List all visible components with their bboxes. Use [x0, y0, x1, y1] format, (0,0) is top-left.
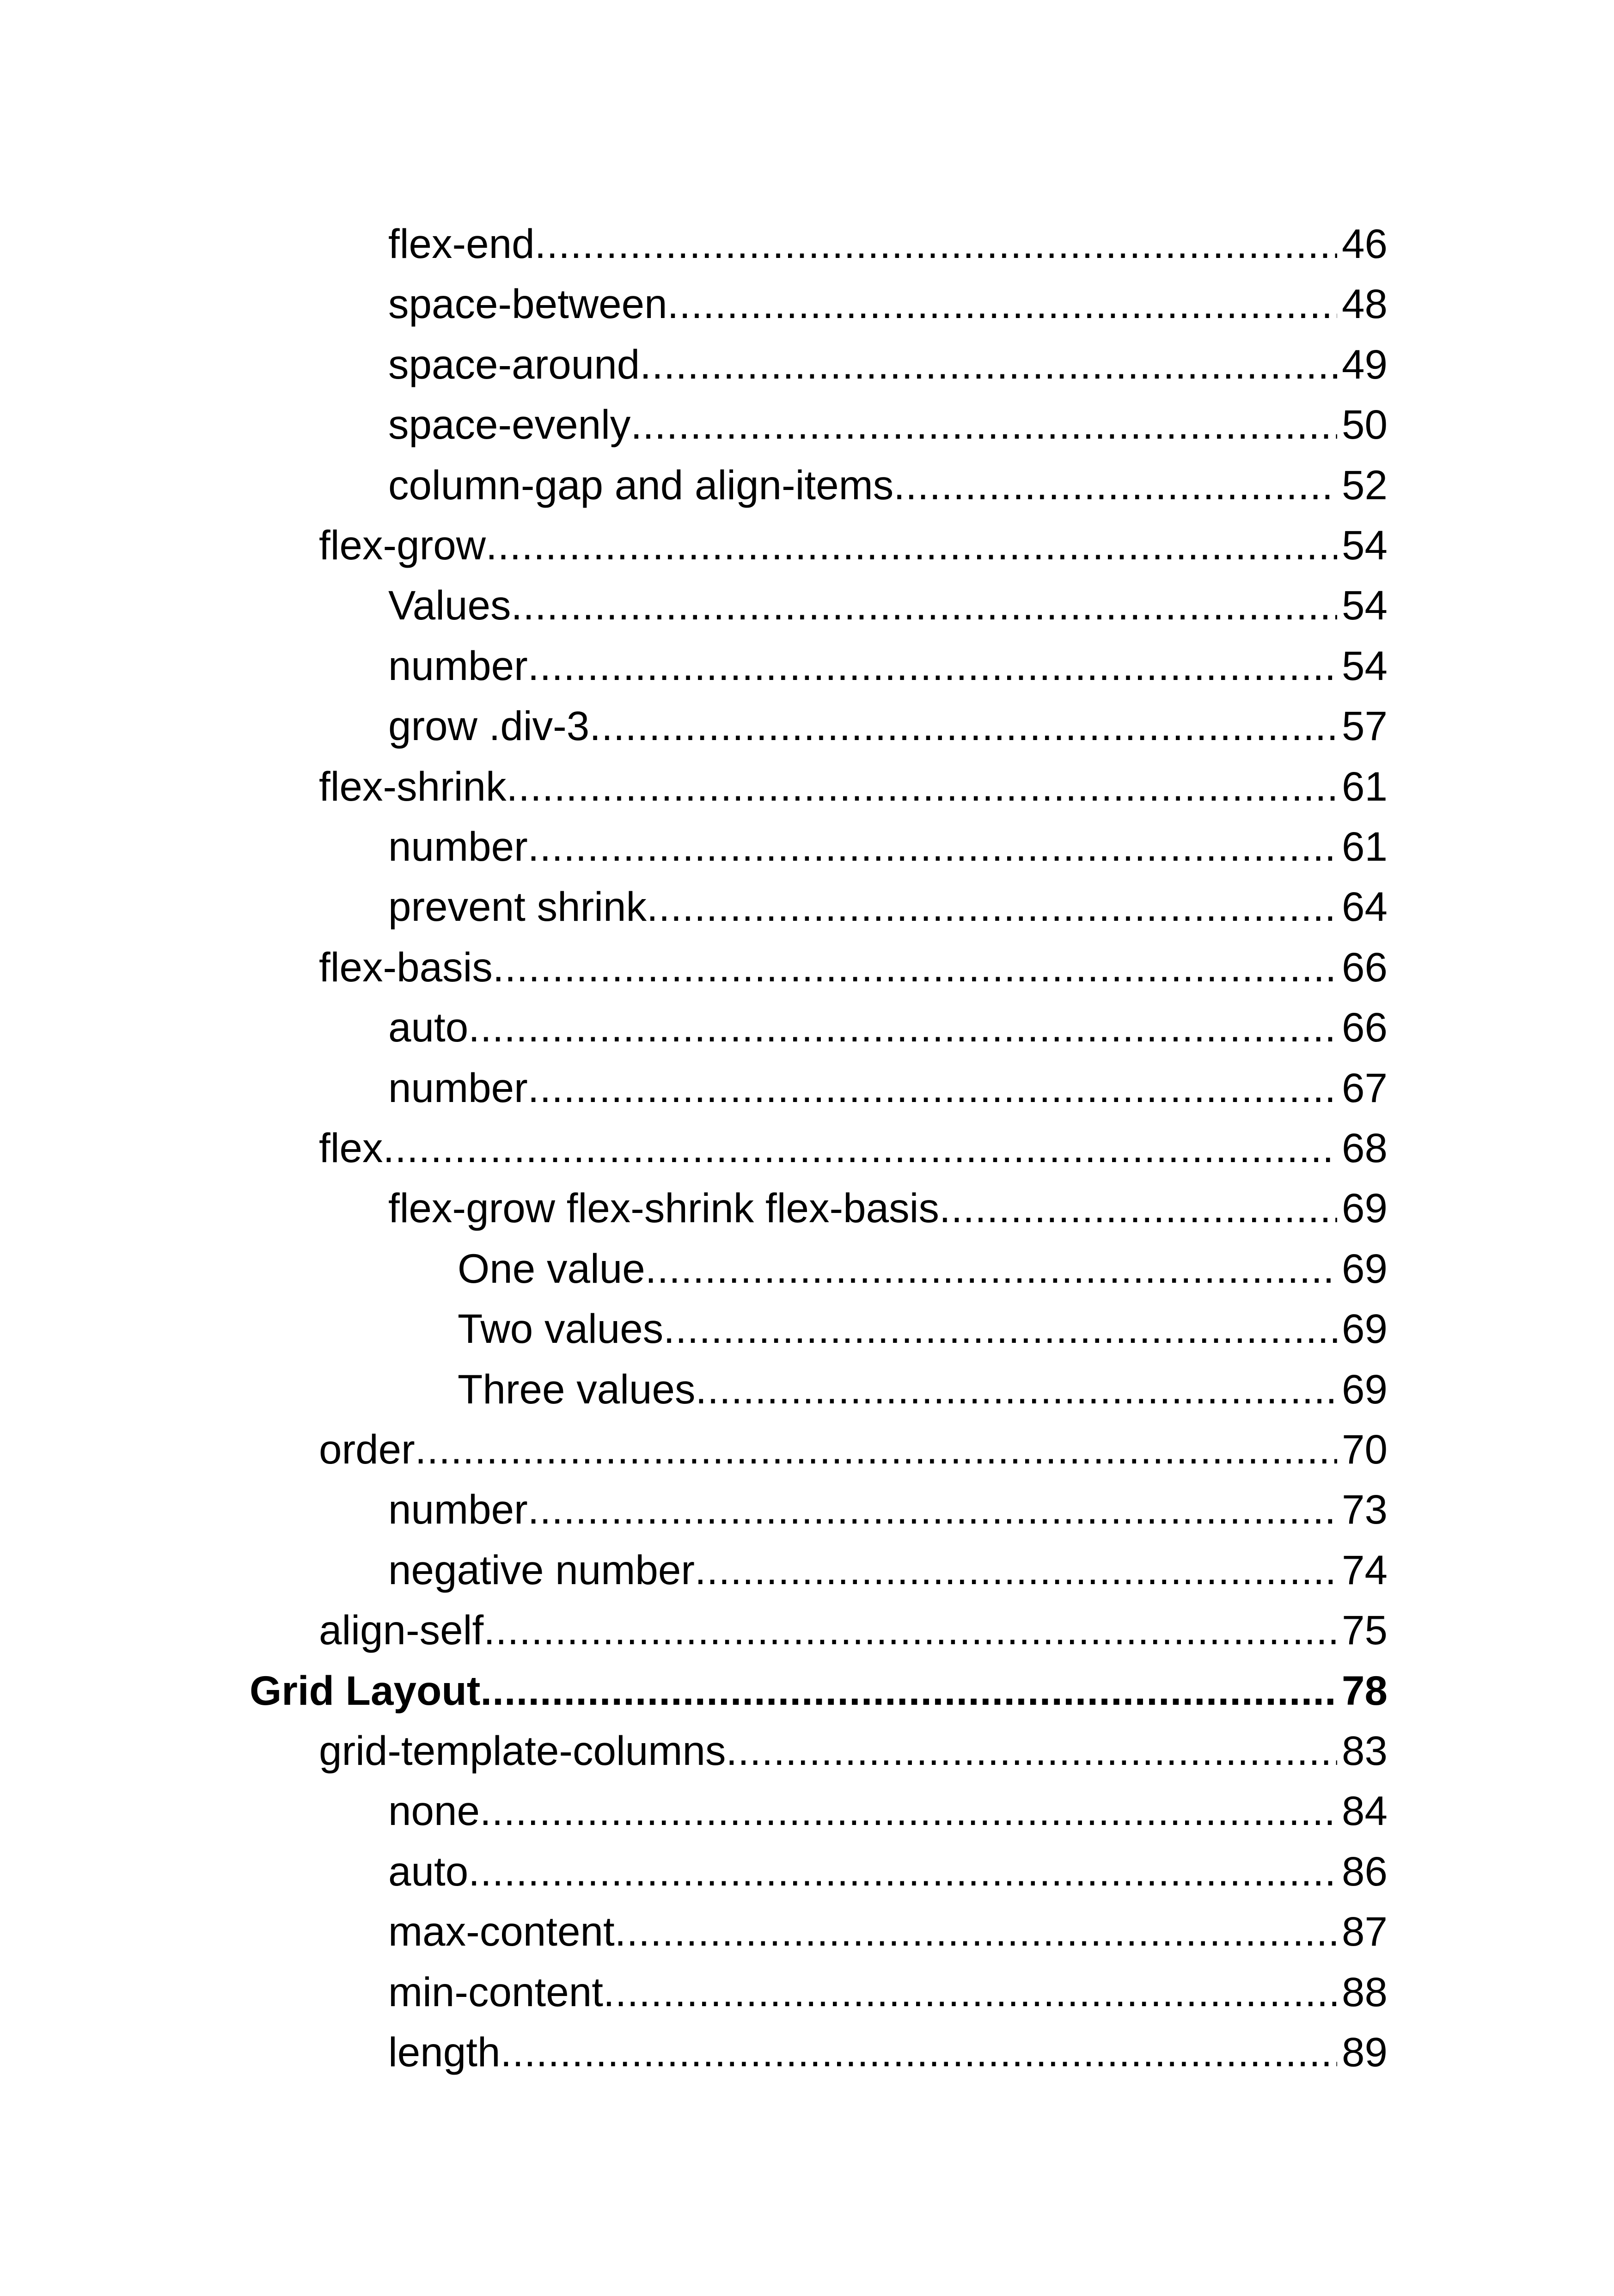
- toc-entry[interactable]: [458, 1298, 1388, 1359]
- toc-entry-label: space-between: [388, 281, 667, 327]
- dot-leader: [696, 1359, 1338, 1419]
- toc-entry-label: flex-end: [388, 220, 535, 267]
- dot-leader: [645, 1238, 1337, 1298]
- toc-entry-label: number: [388, 1065, 528, 1111]
- toc-entry-page-number: 66: [1342, 1004, 1388, 1050]
- toc-entry[interactable]: [388, 1781, 1388, 1841]
- dot-leader: [480, 1660, 1337, 1720]
- toc-entry-label: flex-grow: [319, 522, 486, 568]
- toc-entry-page-number: 86: [1342, 1848, 1388, 1894]
- toc-entry-page-number: 70: [1342, 1426, 1388, 1472]
- toc-entry-page-number: 54: [1342, 582, 1388, 628]
- toc-entry-label: negative number: [388, 1547, 695, 1593]
- toc-entry-label: flex-shrink: [319, 763, 507, 809]
- dot-leader: [468, 1841, 1337, 1901]
- dot-leader: [603, 1962, 1337, 2022]
- toc-entry[interactable]: [388, 696, 1388, 756]
- toc-entry-page-number: 69: [1342, 1245, 1388, 1292]
- toc-entry[interactable]: [388, 816, 1388, 876]
- dot-leader: [468, 997, 1337, 1057]
- toc-entry[interactable]: [319, 1600, 1388, 1660]
- toc-entry[interactable]: [388, 575, 1388, 635]
- toc-entry-page-number: 61: [1342, 823, 1388, 869]
- toc-entry-page-number: 78: [1342, 1667, 1388, 1714]
- toc-entry-label: flex-basis: [319, 944, 493, 990]
- toc-entry-label: grid-template-columns: [319, 1727, 726, 1774]
- toc-entry-label: space-around: [388, 341, 640, 387]
- dot-leader: [528, 1058, 1337, 1118]
- dot-leader: [528, 816, 1337, 876]
- dot-leader: [893, 455, 1337, 515]
- toc-entry-page-number: 88: [1342, 1969, 1388, 2015]
- dot-leader: [383, 1118, 1338, 1178]
- toc-entry[interactable]: [388, 1178, 1388, 1238]
- toc-entry-label: number: [388, 1486, 528, 1532]
- toc-entry-page-number: 68: [1342, 1125, 1388, 1171]
- dot-leader: [615, 1901, 1337, 1961]
- toc-entry-label: Two values: [458, 1305, 664, 1352]
- toc-entry-page-number: 89: [1342, 2029, 1388, 2075]
- toc-entry-page-number: 57: [1342, 703, 1388, 749]
- toc-entry[interactable]: [388, 876, 1388, 937]
- dot-leader: [480, 1781, 1337, 1841]
- toc-entry-label: auto: [388, 1848, 469, 1894]
- toc-entry-label: align-self: [319, 1607, 484, 1653]
- toc-entry[interactable]: [388, 214, 1388, 274]
- toc-entry-label: grow .div-3: [388, 703, 590, 749]
- toc-entry-label: Grid Layout: [250, 1667, 481, 1714]
- toc-entry-label: flex: [319, 1125, 383, 1171]
- toc-entry[interactable]: [319, 1419, 1388, 1479]
- toc-entry[interactable]: [458, 1359, 1388, 1419]
- toc-entry[interactable]: [388, 394, 1388, 454]
- toc-entry-page-number: 69: [1342, 1366, 1388, 1412]
- dot-leader: [528, 1479, 1337, 1539]
- toc-entry[interactable]: [388, 1479, 1388, 1539]
- toc-entry-page-number: 74: [1342, 1547, 1388, 1593]
- toc-entry[interactable]: [388, 455, 1388, 515]
- toc-entry-label: max-content: [388, 1908, 615, 1954]
- toc-entry-page-number: 75: [1342, 1607, 1388, 1653]
- toc-entry-page-number: 54: [1342, 643, 1388, 689]
- dot-leader: [507, 756, 1337, 816]
- toc-entry[interactable]: [319, 937, 1388, 997]
- toc-entry[interactable]: [388, 274, 1388, 334]
- dot-leader: [589, 696, 1337, 756]
- dot-leader: [667, 274, 1337, 334]
- toc-entry-label: min-content: [388, 1969, 603, 2015]
- toc-entry-page-number: 48: [1342, 281, 1388, 327]
- toc-entry-page-number: 87: [1342, 1908, 1388, 1954]
- dot-leader: [483, 1600, 1337, 1660]
- toc-entry-page-number: 84: [1342, 1788, 1388, 1834]
- dot-leader: [939, 1178, 1337, 1238]
- toc-entry[interactable]: [319, 756, 1388, 816]
- toc-entry-page-number: 64: [1342, 883, 1388, 930]
- toc-entry[interactable]: [388, 1058, 1388, 1118]
- dot-leader: [493, 937, 1337, 997]
- toc-entry-label: column-gap and align-items: [388, 462, 894, 508]
- toc-entry-page-number: 73: [1342, 1486, 1388, 1532]
- toc-entry-page-number: 46: [1342, 220, 1388, 267]
- toc-entry[interactable]: [319, 1118, 1388, 1178]
- toc-entry[interactable]: [388, 2022, 1388, 2082]
- toc-entry-label: space-evenly: [388, 401, 631, 447]
- toc-entry-page-number: 69: [1342, 1185, 1388, 1231]
- toc-entry-page-number: 54: [1342, 522, 1388, 568]
- toc-entry-label: One value: [458, 1245, 645, 1292]
- dot-leader: [535, 214, 1337, 274]
- toc-entry-page-number: 49: [1342, 341, 1388, 387]
- toc-entry[interactable]: [458, 1238, 1388, 1298]
- toc-entry[interactable]: [388, 334, 1388, 394]
- toc-entry-page-number: 83: [1342, 1727, 1388, 1774]
- toc-entry[interactable]: [388, 997, 1388, 1057]
- toc-entry-page-number: 66: [1342, 944, 1388, 990]
- toc-entry-page-number: 67: [1342, 1065, 1388, 1111]
- toc-entry-label: none: [388, 1788, 480, 1834]
- toc-entry[interactable]: [388, 1540, 1388, 1600]
- dot-leader: [501, 2022, 1338, 2082]
- dot-leader: [647, 876, 1337, 937]
- toc-entry-label: length: [388, 2029, 501, 2075]
- dot-leader: [640, 334, 1337, 394]
- dot-leader: [486, 515, 1337, 575]
- toc-entry-label: number: [388, 823, 528, 869]
- toc-entry[interactable]: [388, 1962, 1388, 2022]
- toc-entry[interactable]: [319, 515, 1388, 575]
- toc-entry[interactable]: [388, 636, 1388, 696]
- toc-entry-label: prevent shrink: [388, 883, 647, 930]
- toc-entry-page-number: 50: [1342, 401, 1388, 447]
- dot-leader: [511, 575, 1337, 635]
- toc-entry-label: Three values: [458, 1366, 696, 1412]
- dot-leader: [726, 1720, 1337, 1781]
- toc-entry-label: number: [388, 643, 528, 689]
- toc-entry[interactable]: [388, 1841, 1388, 1901]
- dot-leader: [415, 1419, 1337, 1479]
- toc-entry-page-number: 52: [1342, 462, 1388, 508]
- dot-leader: [630, 394, 1337, 454]
- toc-entry[interactable]: [250, 1660, 1388, 1720]
- toc-entry[interactable]: [388, 1901, 1388, 1961]
- toc-entry-page-number: 61: [1342, 763, 1388, 809]
- toc-entry-label: flex-grow flex-shrink flex-basis: [388, 1185, 939, 1231]
- dot-leader: [663, 1298, 1337, 1359]
- toc-entry-label: Values: [388, 582, 511, 628]
- toc-entry-label: auto: [388, 1004, 469, 1050]
- toc-entry[interactable]: [319, 1720, 1388, 1781]
- toc-entry-label: order: [319, 1426, 415, 1472]
- dot-leader: [695, 1540, 1337, 1600]
- dot-leader: [528, 636, 1337, 696]
- toc-entry-page-number: 69: [1342, 1305, 1388, 1352]
